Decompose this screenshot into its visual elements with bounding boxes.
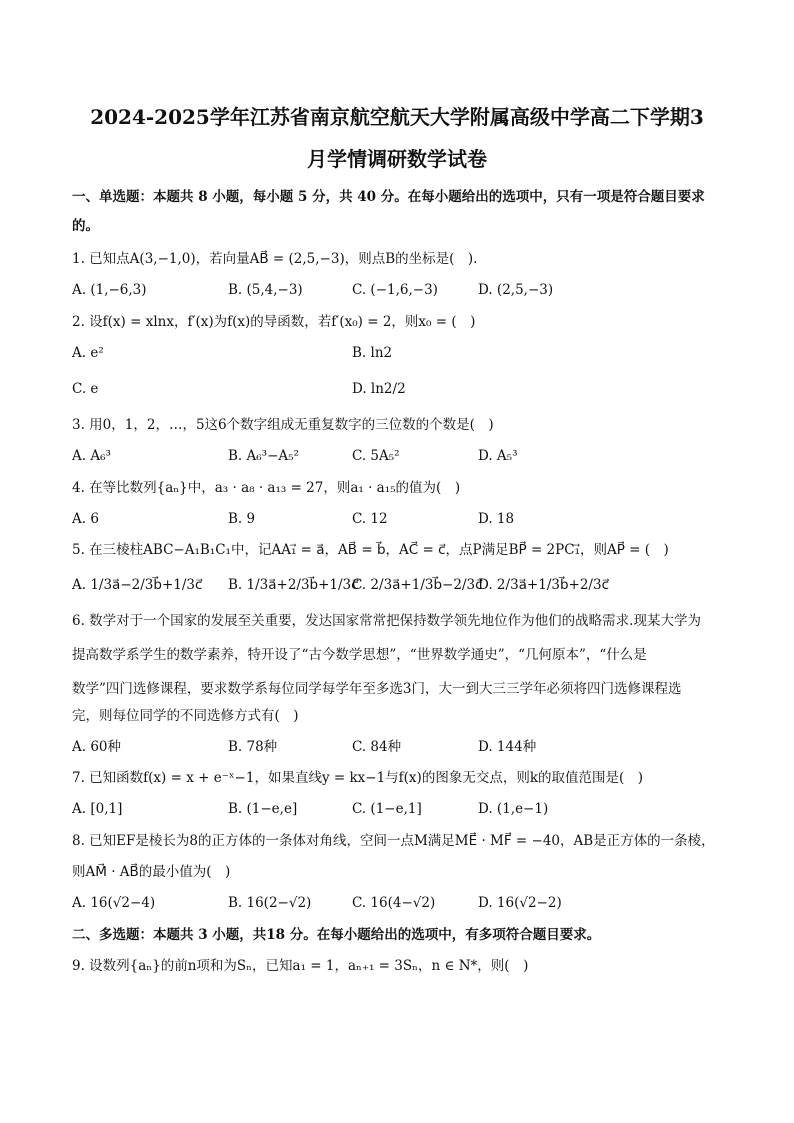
question-6-stem-line1: 6. 数学对于一个国家的发展至关重要，发达国家常常把保持数学领先地位作为他们的战略需求.现某大学为 [72,613,701,629]
question-8-stem-line2: 则AM⃗ · AB⃗的最小值为( ) [72,864,231,880]
question-3-stem: 3. 用0，1，2，…，5这6个数字组成无重复数字的三位数的个数是( ) [72,417,494,433]
question-8-option-c: C. 16(4−√2) [352,895,436,911]
question-1-stem: 1. 已知点A(3,−1,0)，若向量AB⃗ = (2,5,−3)，则点B的坐标是( ). [72,251,478,267]
question-6-option-b: B. 78种 [228,739,278,755]
question-3-option-a: A. A₆³ [72,448,111,464]
question-1-option-b: B. (5,4,−3) [228,282,303,298]
question-6-option-a: A. 60种 [72,739,122,755]
question-7-option-c: C. (1−e,1] [352,801,422,817]
question-8-option-b: B. 16(2−√2) [228,895,312,911]
question-8-option-d: D. 16(√2−2) [478,895,562,911]
question-5-stem: 5. 在三棱柱ABC−A₁B₁C₁中，记AA₁⃗ = a⃗，AB⃗ = b⃗，AC⃗ = c⃗，点P满足BP⃗ = 2PC₁⃗，则AP⃗ = ( ) [72,542,669,558]
question-8-option-a: A. 16(√2−4) [72,895,156,911]
section2-heading: 二、多选题：本题共 3 小题，共18 分。在每小题给出的选项中，有多项符合题目要求。 [72,927,601,943]
question-5-option-d: D. 2/3a⃗+1/3b⃗+2/3c⃗ [478,577,609,593]
question-6-option-d: D. 144种 [478,739,537,755]
question-7-option-b: B. (1−e,e] [228,801,298,817]
question-3-option-b: B. A₆³−A₅² [228,448,299,464]
question-2-option-d: D. ln2/2 [352,381,406,397]
question-4-option-b: B. 9 [228,511,256,527]
question-4-option-d: D. 18 [478,511,515,527]
question-6-stem-line4: 完，则每位同学的不同选修方式有( ) [72,708,299,724]
question-2-option-b: B. ln2 [352,345,393,361]
question-6-stem-line3: 数学”四门选修课程，要求数学系每位同学每学年至多选3门，大一到大三三学年必须将四门选修课程选 [72,681,682,697]
question-4-option-c: C. 12 [352,511,388,527]
question-2-option-a: A. e² [72,345,104,361]
question-4-stem: 4. 在等比数列{aₙ}中，a₃ · a₈ · a₁₃ = 27，则a₁ · a₁₅的值为( ) [72,480,461,496]
question-9-stem: 9. 设数列{aₙ}的前n项和为Sₙ，已知a₁ = 1，aₙ₊₁ = 3Sₙ，n ∈ N*，则( ) [72,958,529,974]
question-1-option-c: C. (−1,6,−3) [352,282,438,298]
question-5-option-b: B. 1/3a⃗+2/3b⃗+1/3c⃗ [228,577,359,593]
page-title-line1: 2024-2025学年江苏省南京航空航天大学附属高级中学高二下学期3 [90,105,704,129]
question-3-option-c: C. 5A₅² [352,448,400,464]
section1-heading-cont: 的。 [72,218,99,234]
question-6-option-c: C. 84种 [352,739,402,755]
question-8-stem-line1: 8. 已知EF是棱长为8的正方体的一条体对角线，空间一点M满足ME⃗ · MF⃗ = −40，AB是正方体的一条棱， [72,833,715,849]
question-4-option-a: A. 6 [72,511,99,527]
question-7-option-a: A. [0,1] [72,801,123,817]
section1-heading: 一、单选题：本题共 8 小题，每小题 5 分，共 40 分。在每小题给出的选项中，只有一项是符合题目要求 [72,189,705,205]
question-7-option-d: D. (1,e−1) [478,801,549,817]
question-1-option-d: D. (2,5,−3) [478,282,554,298]
question-6-stem-line2: 提高数学系学生的数学素养，特开设了“古今数学思想”，“世界数学通史”，“几何原本”，“什么是 [72,647,647,663]
question-5-option-a: A. 1/3a⃗−2/3b⃗+1/3c⃗ [72,577,203,593]
question-2-option-c: C. e [72,381,99,397]
question-2-stem: 2. 设f(x) = xlnx，f′(x)为f(x)的导函数，若f′(x₀) = 2，则x₀ = ( ) [72,314,476,330]
question-5-option-c: C. 2/3a⃗+1/3b⃗−2/3c⃗ [352,577,483,593]
page-title-line2: 月学情调研数学试卷 [307,147,487,171]
question-3-option-d: D. A₅³ [478,448,518,464]
question-7-stem: 7. 已知函数f(x) = x + e⁻ˣ−1，如果直线y = kx−1与f(x)的图象无交点，则k的取值范围是( ) [72,770,644,786]
question-1-option-a: A. (1,−6,3) [72,282,147,298]
